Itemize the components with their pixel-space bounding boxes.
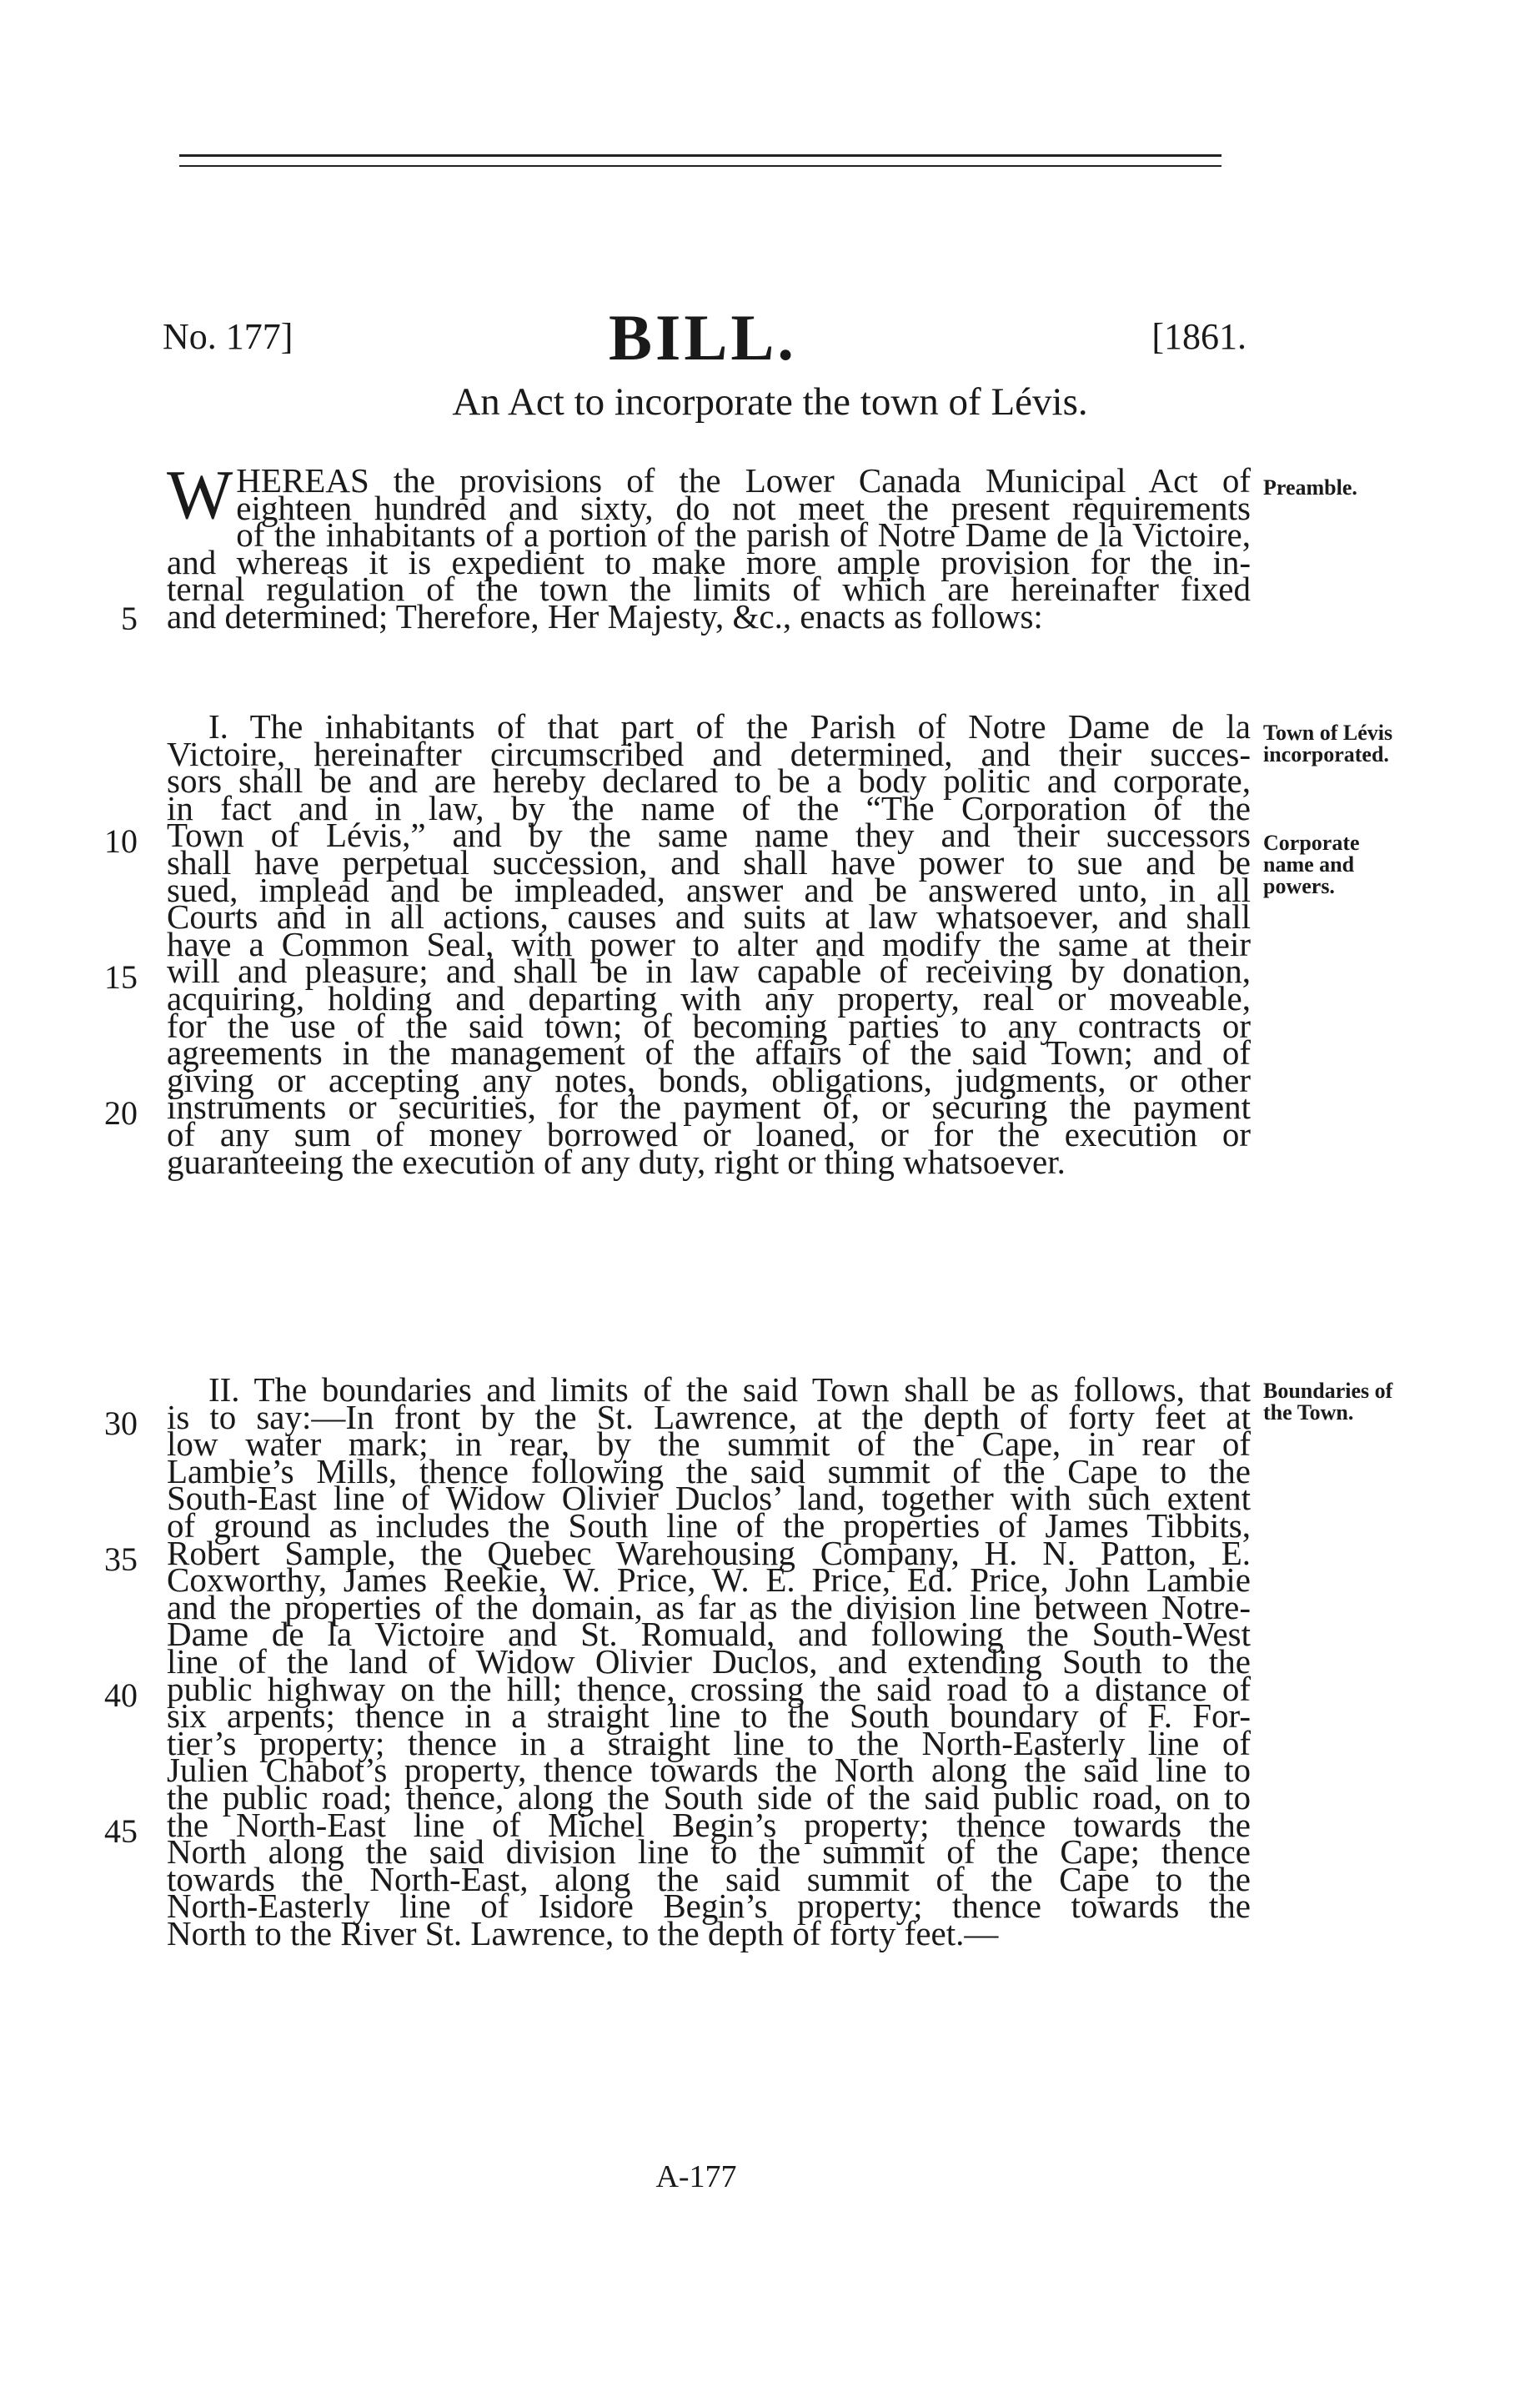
marginal-note-text: powers. (1263, 874, 1335, 898)
text-line: guaranteeing the execution of any duty, right or thing whatsoever. (167, 1142, 1066, 1181)
bill-title: BILL. (609, 301, 797, 374)
line-number: 45 (104, 1812, 138, 1850)
text-line: of ground as includes the South line of the properties of James Tibbits, (167, 1505, 1251, 1545)
text-line: for the use of the said town; of becoming parties to any contracts or (167, 1006, 1251, 1045)
text-line: agreements in the management of the affairs of the said Town; and of (167, 1033, 1251, 1073)
text-line: eighteen hundred and sixty, do not meet the present requirements (236, 488, 1251, 527)
text-line: line of the land of Widow Olivier Duclos, and extending South to the (167, 1641, 1251, 1681)
text-line: towards the North-East, along the said summit of the Cape to the (167, 1859, 1251, 1898)
marginal-note-text: the Town. (1263, 1400, 1354, 1425)
text-line: and the properties of the domain, as far as the division line between Notre- (167, 1587, 1251, 1626)
text-line: tier’s property; thence in a straight line to the North-Easterly line of (167, 1723, 1251, 1762)
line-number: 15 (104, 958, 138, 996)
marginal-note-text: name and (1263, 852, 1355, 877)
text-line: Courts and in all actions, causes and suits at law whatsoever, and shall (167, 897, 1251, 937)
text-line: sors shall be and are hereby declared to be a body politic and corporate, (167, 761, 1251, 801)
text-line: of any sum of money borrowed or loaned, or for the execution or (167, 1114, 1251, 1153)
marginal-note-text: Town of Lévis (1263, 721, 1393, 745)
text-line: public highway on the hill; thence, crossing the said road to a distance of (167, 1669, 1251, 1708)
marginal-note-incorporated (1263, 722, 1463, 766)
marginal-note-preamble (1263, 477, 1463, 499)
text-line: giving or accepting any notes, bonds, obligations, judgments, or other (167, 1060, 1251, 1099)
text-line: Victoire, hereinafter circumscribed and determined, and their succes- (167, 734, 1251, 773)
text-line: North-Easterly line of Isidore Begin’s property; thence towards the (167, 1887, 1251, 1926)
text-line: instruments or securities, for the payment of, or securing the payment (167, 1088, 1251, 1127)
marginal-note-corporate (1263, 832, 1463, 897)
line-number: 40 (104, 1676, 138, 1714)
marginal-note-text: incorporated. (1263, 742, 1389, 766)
text-line: North along the said division line to the summit of the Cape; thence (167, 1832, 1251, 1872)
signature-mark: A-177 (655, 2159, 737, 2194)
text-line: low water mark; in rear, by the summit of the Cape, in rear of (167, 1425, 1251, 1464)
line-number: 5 (121, 600, 138, 637)
text-line: is to say:—In front by the St. Lawrence, at the depth of forty feet at (167, 1397, 1251, 1436)
marginal-note-text: Corporate (1263, 831, 1360, 855)
text-line: acquiring, holding and departing with any property, real or moveable, (167, 978, 1251, 1018)
text-line: ternal regulation of the town the limits of which are hereinafter fixed (167, 570, 1251, 609)
text-line: and whereas it is expedient to make more ample provision for the in- (167, 542, 1251, 581)
drop-cap: W (167, 456, 233, 534)
text-line: Robert Sample, the Quebec Warehousing Company, H. N. Patton, E. (167, 1533, 1251, 1572)
text-line: six arpents; thence in a straight line to the South boundary of F. For- (167, 1696, 1251, 1736)
text-line: and determined; Therefore, Her Majesty, &c., enacts as follows: (167, 596, 1043, 636)
text-line: Julien Chabot’s property, thence towards the North along the said line to (167, 1751, 1251, 1790)
text-line: Town of Lévis,” and by the same name they and their successors (167, 816, 1251, 855)
section-1-paragraph (167, 707, 1251, 1181)
act-title: An Act to incorporate the town of Lévis. (452, 380, 1088, 424)
text-line: Coxworthy, James Reekie, W. Price, W. E. Price, Ed. Price, John Lambie (167, 1560, 1251, 1600)
line-number: 30 (104, 1405, 138, 1442)
bill-header (163, 300, 1247, 375)
top-rule (179, 154, 1221, 157)
marginal-note-boundaries (1263, 1380, 1463, 1424)
marginal-note-text: Preamble. (1263, 475, 1357, 500)
text-line: sued, implead and be impleaded, answer and be answered unto, in all (167, 870, 1251, 909)
text-line: the public road; thence, along the South side of the said public road, on to (167, 1777, 1251, 1817)
text-line: North to the River St. Lawrence, to the depth of forty feet.— (167, 1913, 999, 1952)
bill-year: [1861. (1151, 316, 1247, 357)
line-number: 20 (104, 1094, 138, 1132)
bill-number: No. 177] (163, 316, 293, 357)
text-line: HEREAS the provisions of the Lower Canada Municipal Act of (236, 461, 1251, 500)
text-line: I. The inhabitants of that part of the Parish of Notre Dame de la (208, 707, 1251, 746)
text-line: South-East line of Widow Olivier Duclos’ land, together with such extent (167, 1479, 1251, 1518)
text-line: Lambie’s Mills, thence following the said summit of the Cape to the (167, 1451, 1251, 1490)
preamble-paragraph (167, 456, 1251, 636)
marginal-note-text: Boundaries of (1263, 1379, 1393, 1403)
section-2-paragraph (167, 1370, 1251, 1952)
text-line: of the inhabitants of a portion of the parish of Notre Dame de la Victoire, (236, 515, 1251, 555)
text-line: have a Common Seal, with power to alter and modify the same at their (167, 924, 1251, 963)
line-number: 35 (104, 1540, 138, 1578)
top-rule-thin (179, 165, 1221, 167)
line-number: 10 (104, 822, 138, 860)
text-line: Dame de la Victoire and St. Romuald, and following the South-West (167, 1615, 1251, 1654)
text-line: the North-East line of Michel Begin’s property; thence towards the (167, 1805, 1251, 1844)
text-line: in fact and in law, by the name of the “The Corporation of the (167, 788, 1251, 827)
text-line: shall have perpetual succession, and shall have power to sue and be (167, 842, 1251, 882)
text-line: will and pleasure; and shall be in law capable of receiving by donation, (167, 952, 1251, 991)
text-line: II. The boundaries and limits of the said Town shall be as follows, that (208, 1370, 1251, 1409)
